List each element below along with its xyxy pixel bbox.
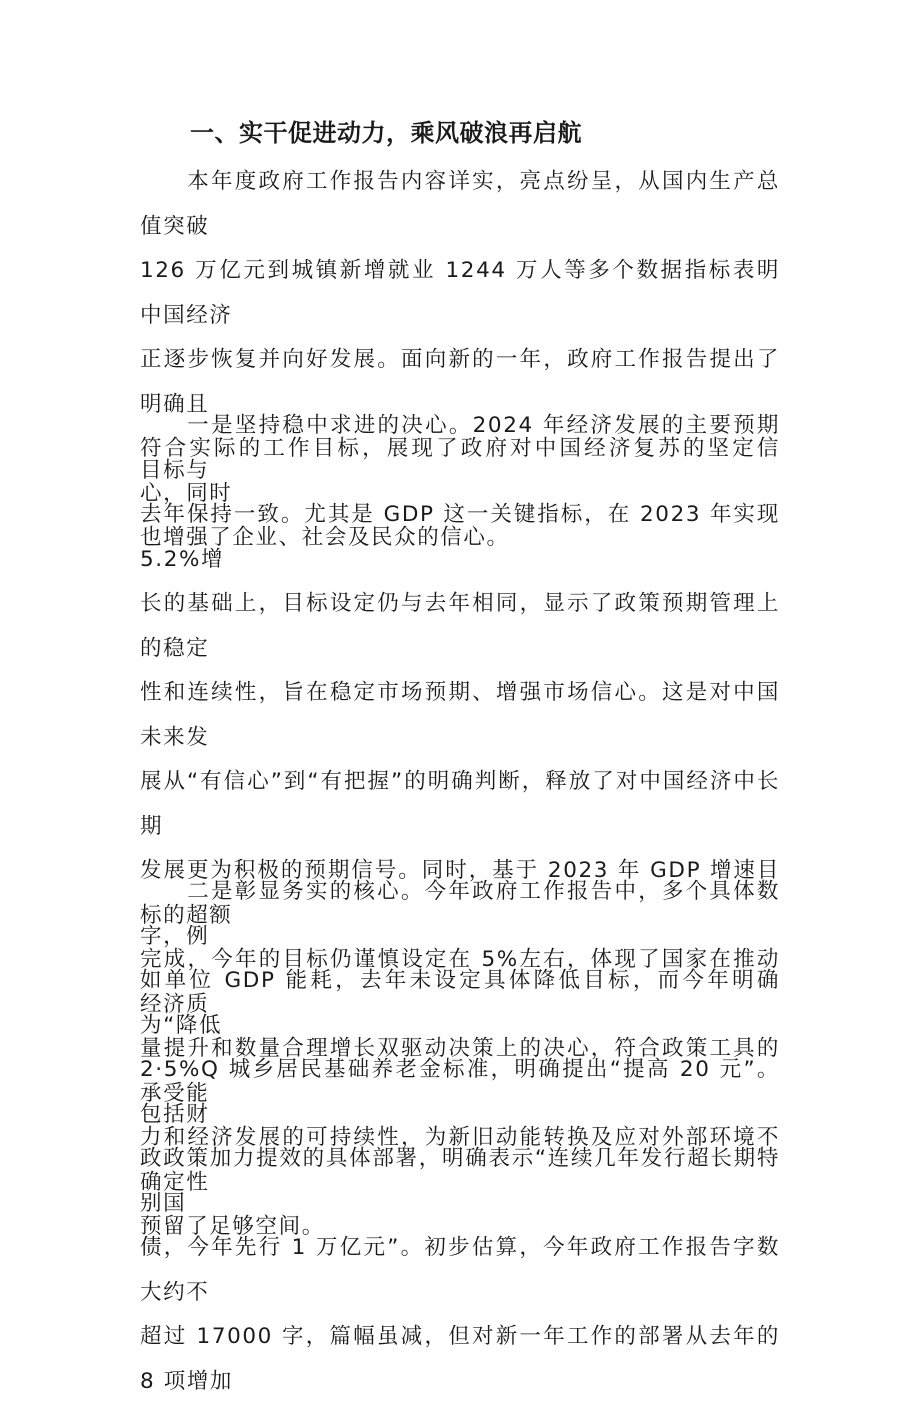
paragraph-line: 政政策加力提效的具体部署，明确表示“连续几年发行超长期特别国 <box>140 1146 780 1216</box>
paragraph-line: 126 万亿元到城镇新增就业 1244 万人等多个数据指标表明中国经济 <box>140 258 780 328</box>
paragraph-line: 完成，今年的目标仍谨慎设定在 5%左右，体现了国家在推动经济质 <box>140 947 780 1017</box>
paragraph-line: 预留了足够空间。 <box>140 1214 325 1239</box>
paragraph-3 <box>140 870 780 1404</box>
paragraph-line: 债，今年先行 1 万亿元”。初步估算，今年政府工作报告字数大约不 <box>140 1235 780 1305</box>
paragraph-line: 性和连续性，旨在稳定市场预期、增强市场信心。这是对中国未来发 <box>140 680 780 750</box>
paragraph-line: 2·5%Q 城乡居民基础养老金标准，明确提出“提高 20 元”。包括财 <box>140 1057 780 1127</box>
paragraph-line: 力和经济发展的可持续性，为新旧动能转换及应对外部环境不确定性 <box>140 1125 780 1195</box>
paragraph-line: 量提升和数量合理增长双驱动决策上的决心，符合政策工具的承受能 <box>140 1036 780 1106</box>
paragraph-line: 如单位 GDP 能耗，去年未设定具体降低目标，而今年明确为“降低 <box>140 968 780 1038</box>
paragraph-line: 发展更为积极的预期信号。同时，基于 2023 年 GDP 增速目标的超额 <box>140 858 780 928</box>
paragraph-line: 也增强了企业、社会及民众的信心。 <box>140 525 510 550</box>
paragraph-line: 正逐步恢复并向好发展。面向新的一年，政府工作报告提出了明确且 <box>140 347 780 417</box>
paragraph-line: 符合实际的工作目标，展现了政府对中国经济复苏的坚定信心，同时 <box>140 436 780 506</box>
paragraph-line: 展从“有信心”到“有把握”的明确判断，释放了对中国经济中长期 <box>140 769 780 839</box>
paragraph-line: 本年度政府工作报告内容详实，亮点纷呈，从国内生产总值突破 <box>140 169 780 239</box>
paragraph-line: 去年保持一致。尤其是 GDP 这一关键指标，在 2023 年实现 5.2%增 <box>140 502 780 572</box>
paragraph-line: 一是坚持稳中求进的决心。2024 年经济发展的主要预期目标与 <box>140 413 780 483</box>
paragraph-line: 二是彰显务实的核心。今年政府工作报告中，多个具体数字，例 <box>140 879 780 949</box>
paragraph-line: 长的基础上，目标设定仍与去年相同，显示了政策预期管理上的稳定 <box>140 591 780 661</box>
paragraph-line: 超过 17000 字，篇幅虽减，但对新一年工作的部署从去年的 8 项增加 <box>140 1324 780 1394</box>
section-heading: 一、实干促进动力，乘风破浪再启航 <box>190 119 582 147</box>
